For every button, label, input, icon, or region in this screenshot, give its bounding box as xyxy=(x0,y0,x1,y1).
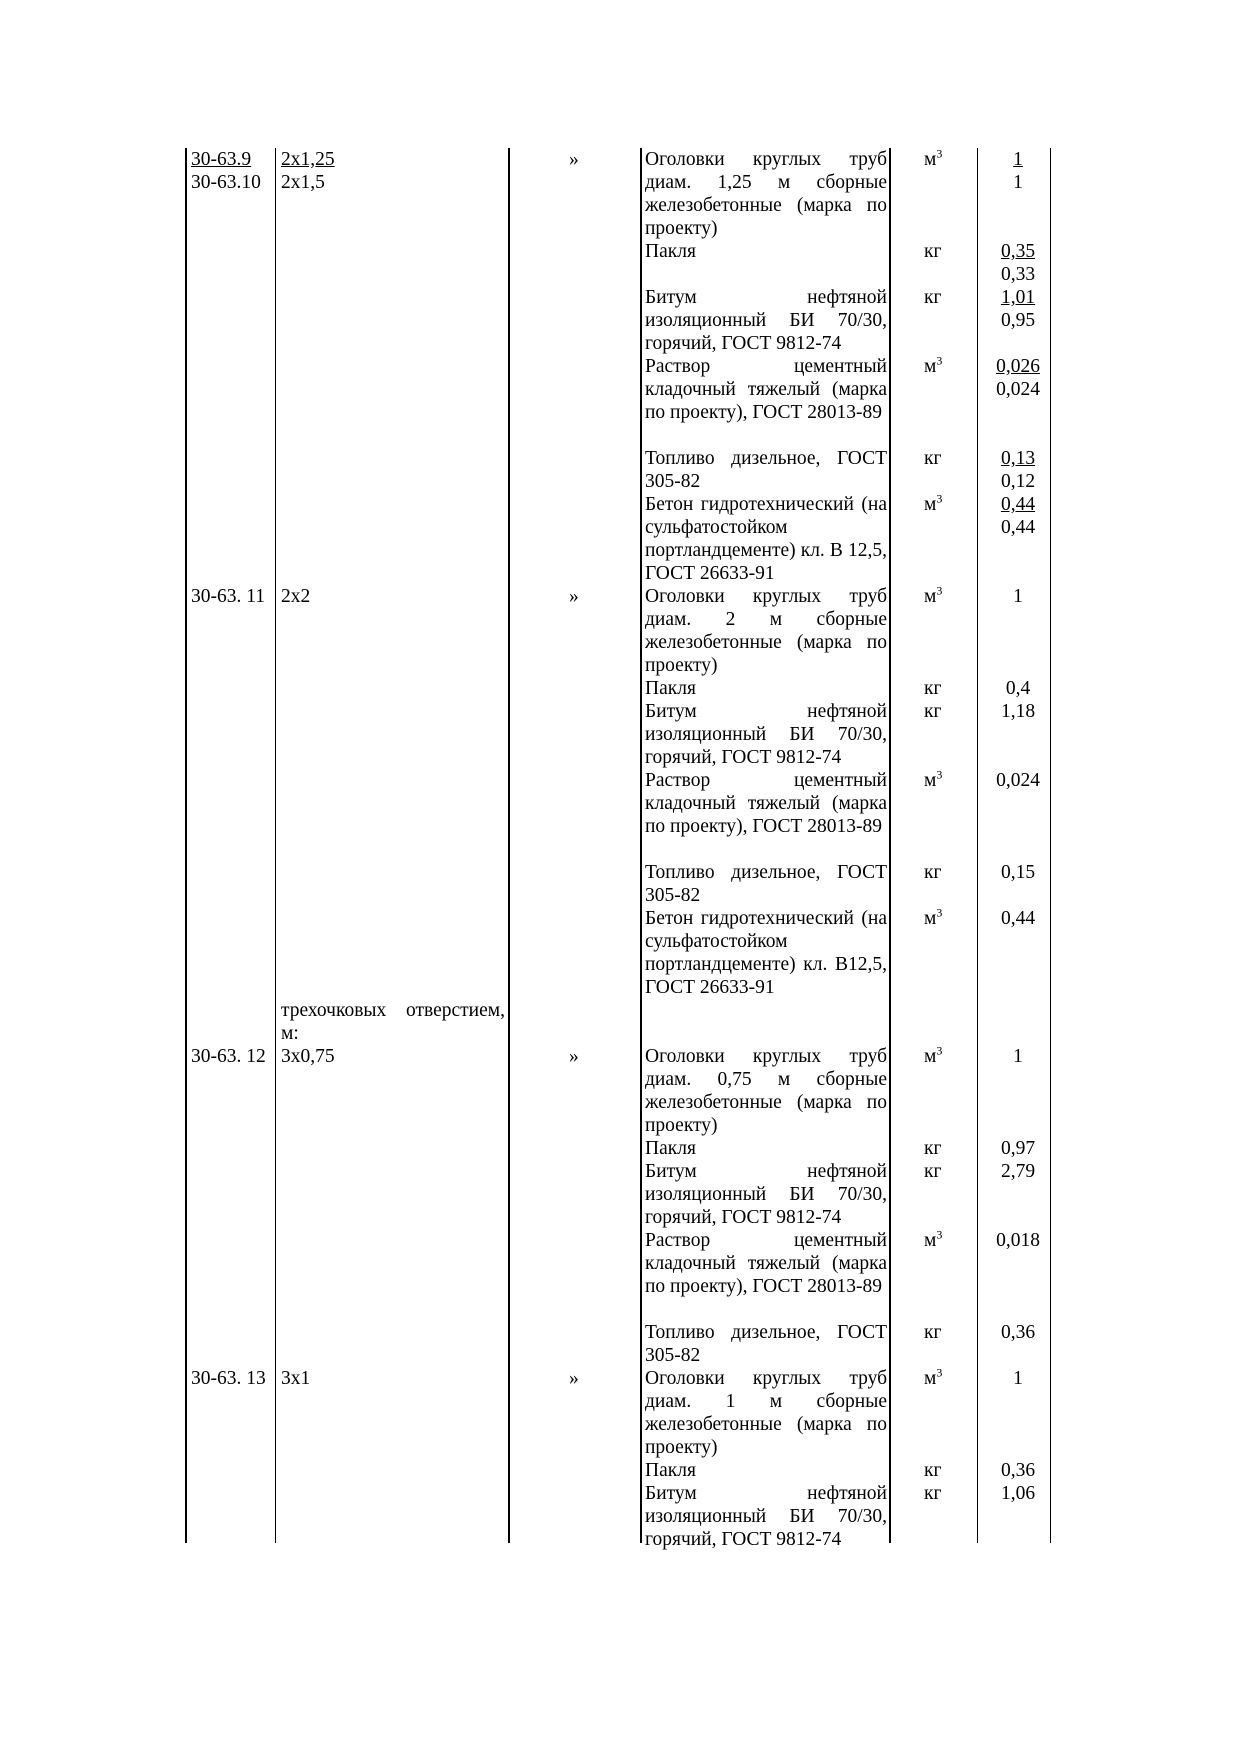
norm-value: 0,44 xyxy=(1000,517,1036,538)
column-divider xyxy=(640,148,642,1543)
material-name: Оголовки круглых труб диам. 1,25 м сборные железобетонные (марка по проекту) xyxy=(645,149,887,239)
material-name: Битум нефтяной изоляционный БИ 70/30, горячий, ГОСТ 9812-74 xyxy=(645,701,887,768)
material-name: Пакля xyxy=(645,241,696,262)
row-code: 30-63.9 xyxy=(191,149,252,170)
unit: кг xyxy=(924,241,942,262)
row-size: 2х2 xyxy=(281,586,311,607)
norm-value: 0,15 xyxy=(1000,862,1036,883)
material-name: Топливо дизельное, ГОСТ 305-82 xyxy=(645,1322,887,1366)
material-name: Оголовки круглых труб диам. 2 м сборные железобетонные (марка по проекту) xyxy=(645,586,887,676)
unit: $м^3$ xyxy=(924,1227,943,1251)
material-name: Пакля xyxy=(645,678,696,699)
unit: $м^3$ xyxy=(924,1365,943,1389)
unit: $м^3$ xyxy=(924,353,943,377)
norm-value: 0,95 xyxy=(1000,310,1036,331)
material-name: Битум нефтяной изоляционный БИ 70/30, горячий, ГОСТ 9812-74 xyxy=(645,1161,887,1228)
norm-value: 0,44 xyxy=(1000,494,1036,515)
norm-value: 0,13 xyxy=(1000,448,1036,469)
material-name: Пакля xyxy=(645,1138,696,1159)
row-size: 3х0,75 xyxy=(281,1046,335,1067)
norm-value: 1 xyxy=(1013,172,1023,193)
ditto-mark: » xyxy=(569,1368,579,1389)
norm-value: 0,36 xyxy=(1000,1460,1036,1481)
norm-value: 0,024 xyxy=(996,770,1040,791)
norm-value: 0,026 xyxy=(996,356,1040,377)
unit: кг xyxy=(924,448,942,469)
unit: кг xyxy=(924,862,942,883)
material-name: Оголовки круглых труб диам. 1 м сборные железобетонные (марка по проекту) xyxy=(645,1368,887,1458)
material-name: Топливо дизельное, ГОСТ 305-82 xyxy=(645,862,887,906)
material-name: Раствор цементный кладочный тяжелый (марка по проекту), ГОСТ 28013-89 xyxy=(645,770,887,837)
material-name: Бетон гидротехнический (на сульфатостойком портландцементе) кл. В 12,5, ГОСТ 26633-91 xyxy=(645,494,887,584)
row-code: 30-63.10 xyxy=(191,172,261,193)
ditto-mark: » xyxy=(569,149,579,170)
material-name: Бетон гидротехнический (на сульфатостойком портландцементе) кл. В12,5, ГОСТ 26633-91 xyxy=(645,908,887,998)
material-name: Битум нефтяной изоляционный БИ 70/30, горячий, ГОСТ 9812-74 xyxy=(645,1483,887,1550)
norm-value: 1 xyxy=(1013,1368,1023,1389)
column-divider xyxy=(185,148,187,1543)
norm-value: 1,01 xyxy=(1000,287,1036,308)
row-size: 2х1,25 xyxy=(281,149,335,170)
column-divider xyxy=(1050,148,1051,1543)
row-size: 3х1 xyxy=(281,1368,311,1389)
unit: кг xyxy=(924,1483,942,1504)
norm-value: 0,024 xyxy=(996,379,1040,400)
norm-value: 1,06 xyxy=(1000,1483,1036,1504)
norm-value: 1 xyxy=(1013,149,1023,170)
norm-value: 0,36 xyxy=(1000,1322,1036,1343)
unit: кг xyxy=(924,1460,942,1481)
norm-value: 0,12 xyxy=(1000,471,1036,492)
unit: $м^3$ xyxy=(924,1043,943,1067)
material-name: Битум нефтяной изоляционный БИ 70/30, горячий, ГОСТ 9812-74 xyxy=(645,287,887,354)
norm-value: 0,44 xyxy=(1000,908,1036,929)
column-divider xyxy=(889,148,891,1543)
unit: $м^3$ xyxy=(924,905,943,929)
norm-value: 0,4 xyxy=(1005,678,1031,699)
unit: кг xyxy=(924,701,942,722)
unit: $м^3$ xyxy=(924,583,943,607)
ditto-mark: » xyxy=(569,1046,579,1067)
norm-value: 0,33 xyxy=(1000,264,1036,285)
material-name: Топливо дизельное, ГОСТ 305-82 xyxy=(645,448,887,492)
material-name: Пакля xyxy=(645,1460,696,1481)
column-divider xyxy=(977,148,978,1543)
unit: $м^3$ xyxy=(924,767,943,791)
unit: кг xyxy=(924,287,942,308)
unit: $м^3$ xyxy=(924,491,943,515)
row-code: 30-63. 13 xyxy=(191,1368,266,1389)
material-name: Раствор цементный кладочный тяжелый (марка по проекту), ГОСТ 28013-89 xyxy=(645,1230,887,1297)
unit: кг xyxy=(924,1138,942,1159)
ditto-mark: » xyxy=(569,586,579,607)
row-code: 30-63. 12 xyxy=(191,1046,266,1067)
norm-value: 0,35 xyxy=(1000,241,1036,262)
row-size: 2х1,5 xyxy=(281,172,325,193)
material-name: Оголовки круглых труб диам. 0,75 м сборные железобетонные (марка по проекту) xyxy=(645,1046,887,1136)
unit: кг xyxy=(924,678,942,699)
norm-value: 0,018 xyxy=(996,1230,1040,1251)
row-code: 30-63. 11 xyxy=(191,586,266,607)
norm-value: 1,18 xyxy=(1000,701,1036,722)
column-divider xyxy=(508,148,510,1543)
unit: кг xyxy=(924,1322,942,1343)
column-divider xyxy=(275,148,276,1543)
norm-value: 1 xyxy=(1013,586,1023,607)
norm-value: 2,79 xyxy=(1000,1161,1036,1182)
section-subheading: трехочковых отверстием, м: xyxy=(281,1000,505,1044)
material-name: Раствор цементный кладочный тяжелый (марка по проекту), ГОСТ 28013-89 xyxy=(645,356,887,423)
norm-value: 0,97 xyxy=(1000,1138,1036,1159)
norm-value: 1 xyxy=(1013,1046,1023,1067)
unit: $м^3$ xyxy=(924,146,943,170)
unit: кг xyxy=(924,1161,942,1182)
